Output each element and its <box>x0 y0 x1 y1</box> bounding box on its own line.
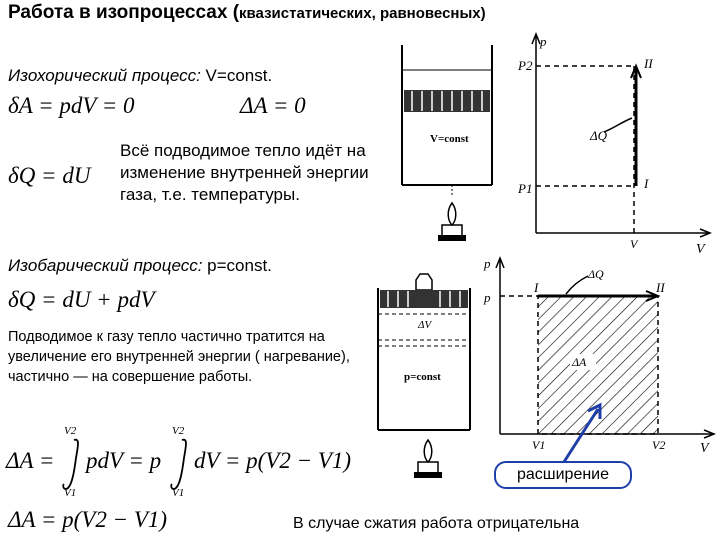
eq-isobaric-result: ΔA = p(V2 − V1) <box>8 507 168 532</box>
isochoric-cylinder <box>392 25 502 250</box>
integral-upper-limit-1: V2 <box>64 425 77 437</box>
iso-p-axis-label: p <box>540 34 547 49</box>
integral-lhs: ΔA = <box>6 448 55 473</box>
isochoric-text: Всё подводимое тепло идёт на изменение внутренней энергии газа, т.е. температуры. <box>120 141 369 204</box>
bar-work-label: ΔA <box>572 355 587 369</box>
bar-state1-label: I <box>534 280 539 295</box>
iso-p2-label: P2 <box>518 58 533 73</box>
eq-isobaric-integral <box>4 418 364 500</box>
isobaric-text: Подводимое к газу тепло частично тратится на увеличение его внутренней энергии ( нагревание), частично — на совершение работы. <box>8 329 350 385</box>
iso-state1-label: I <box>644 176 649 191</box>
isochoric-cylinder-label: V=const <box>430 133 469 145</box>
eq-isochoric-work: δA = pdV = 0 <box>8 93 135 118</box>
integral-sign-2 <box>171 440 186 489</box>
isochoric-pv-graph <box>510 28 718 258</box>
isobaric-heading: Изобарический процесс: p=const. <box>8 256 272 275</box>
isochoric-flame <box>448 203 456 225</box>
iso-state2-label: II <box>644 56 653 71</box>
eq-isochoric-heat: δQ = dU <box>8 163 91 188</box>
integral-lower-limit-1: V1 <box>64 487 77 499</box>
bar-p-tick-label: p <box>484 290 491 305</box>
bar-heat-label: ΔQ <box>588 267 604 281</box>
isobaric-piston <box>380 290 468 308</box>
isobaric-cylinder <box>370 268 482 483</box>
eq-isochoric-delta: ΔA = 0 <box>240 93 306 118</box>
isobaric-weight <box>416 274 432 290</box>
iso-p1-label: P1 <box>518 181 533 196</box>
isochoric-piston <box>404 90 490 112</box>
compression-note: В случае сжатия работа отрицательна <box>293 515 580 532</box>
bar-state2-label: II <box>656 280 665 295</box>
bar-v1-label: V1 <box>532 438 546 452</box>
iso-v-tick-label: V <box>630 237 638 251</box>
page-title: Работа в изопроцессах (квазистатических, равновесных) <box>8 2 486 23</box>
isochoric-heading: Изохорический процесс: V=const. <box>8 66 273 85</box>
expansion-label: расширение <box>494 461 632 489</box>
integral-mid-1: pdV = p <box>86 448 162 473</box>
isobaric-dv-label: ΔV <box>418 319 432 331</box>
isobaric-flame <box>424 440 432 462</box>
iso-heat-label: ΔQ <box>590 128 608 143</box>
eq-isobaric-heat: δQ = dU + pdV <box>8 287 155 312</box>
bar-v-axis-label: V <box>700 441 709 454</box>
integral-sign-1 <box>63 440 78 489</box>
integral-lower-limit-2: V1 <box>172 487 185 499</box>
integral-mid-2: dV = p(V2 − V1) <box>194 448 352 473</box>
integral-upper-limit-2: V2 <box>172 425 185 437</box>
bar-p-axis-label: p <box>484 256 491 271</box>
isobaric-cylinder-label: p=const <box>404 371 441 383</box>
bar-v2-label: V2 <box>652 438 666 452</box>
iso-v-axis-label: V <box>696 242 705 257</box>
